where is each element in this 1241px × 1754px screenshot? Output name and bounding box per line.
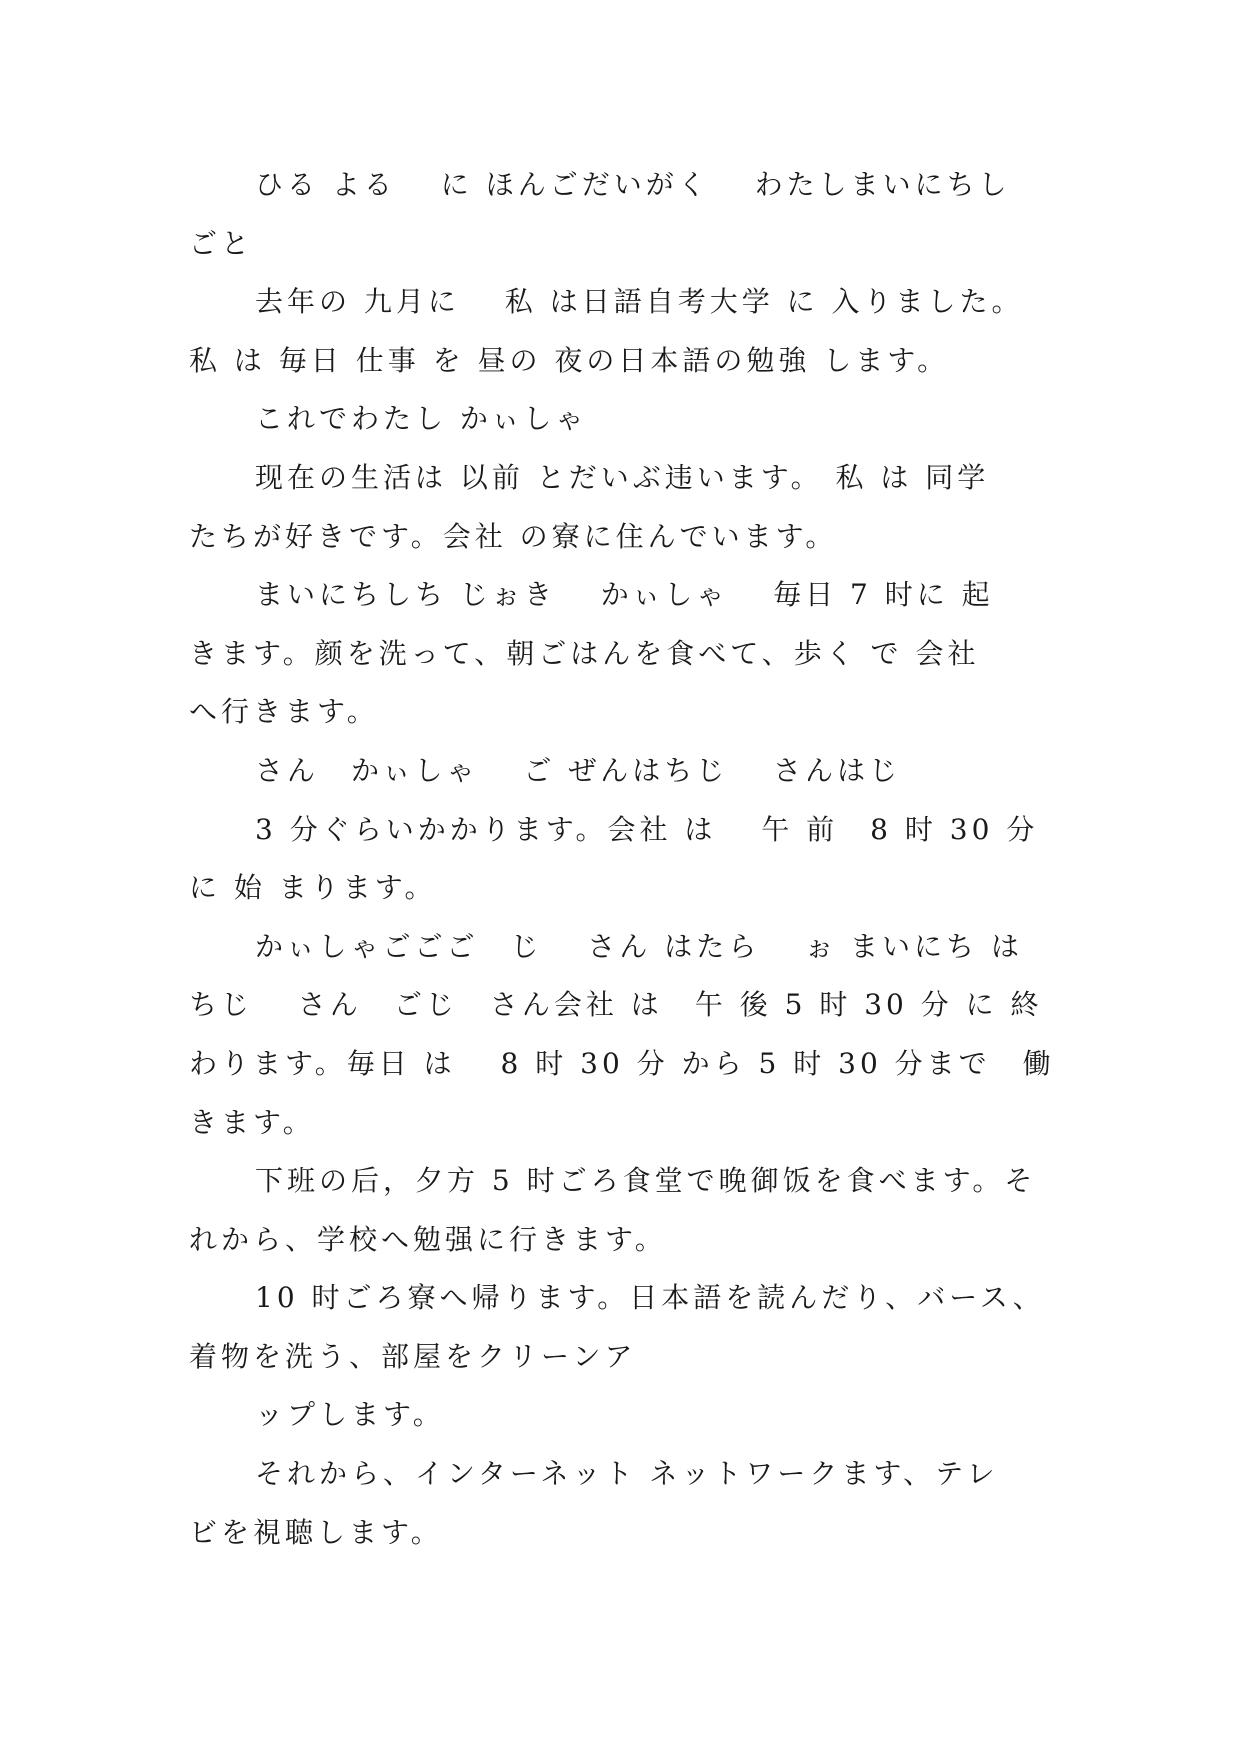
text-line: 现在の生活は 以前 とだいぶ违います。 私 は 同学 (255, 460, 990, 494)
text-line: ちじ さん ごじ さん会社 は 午 後 5 时 30 分 に 終 (189, 988, 1043, 1022)
text-line: 下班の后，夕方 5 时ごろ食堂で晚御饭を食べます。そ (255, 1164, 1037, 1198)
document-page (189, 156, 1055, 1562)
text-line: きます。颜を洗って、朝ごはんを食べて、歩く で 会社 (189, 636, 980, 670)
text-line: たちが好きです。会社 の寮に住んでいます。 (189, 519, 838, 553)
text-line: わります。毎日 は 8 时 30 分 から 5 时 30 分まで 働 (189, 1046, 1055, 1080)
text-line: れから、学校へ勉强に行きます。 (189, 1222, 667, 1256)
text-line: きます。 (189, 1105, 315, 1139)
text-line: それから、インターネット ネットワークます、テレ (255, 1457, 999, 1491)
text-line: ひる よる に ほんごだいがく わたしまいにちし (255, 168, 1011, 201)
text-line: に 始 まります。 (189, 871, 437, 905)
text-line: 私 は 毎日 仕事 を 昼の 夜の日本語の勉強 します。 (189, 343, 950, 377)
text-line: 着物を洗う、部屋をクリーンア (189, 1339, 637, 1373)
text-line: 去年の 九月に 私 は日語自考大学 に 入りました。 (255, 285, 1024, 319)
text-line: かぃしゃごごご じ さん はたら ぉ まいにち は (255, 929, 1023, 963)
text-line: ごと (189, 226, 254, 260)
text-line: これでわたし かぃしゃ (255, 402, 588, 436)
text-line: 3 分ぐらいかかります。会社 は 午 前 8 时 30 分 (255, 812, 1039, 846)
text-line: 10 时ごろ寮へ帰ります。日本語を読んだり、バース、 (255, 1281, 1045, 1315)
text-line: さん かぃしゃ ご ぜんはちじ さんはじ (255, 753, 902, 787)
text-line: まいにちしち じぉき かぃしゃ 毎日 7 时に 起 (255, 578, 994, 612)
text-line: へ行きます。 (189, 695, 379, 729)
text-line: ップします。 (255, 1398, 445, 1432)
text-line: ビを視聴します。 (189, 1515, 443, 1549)
